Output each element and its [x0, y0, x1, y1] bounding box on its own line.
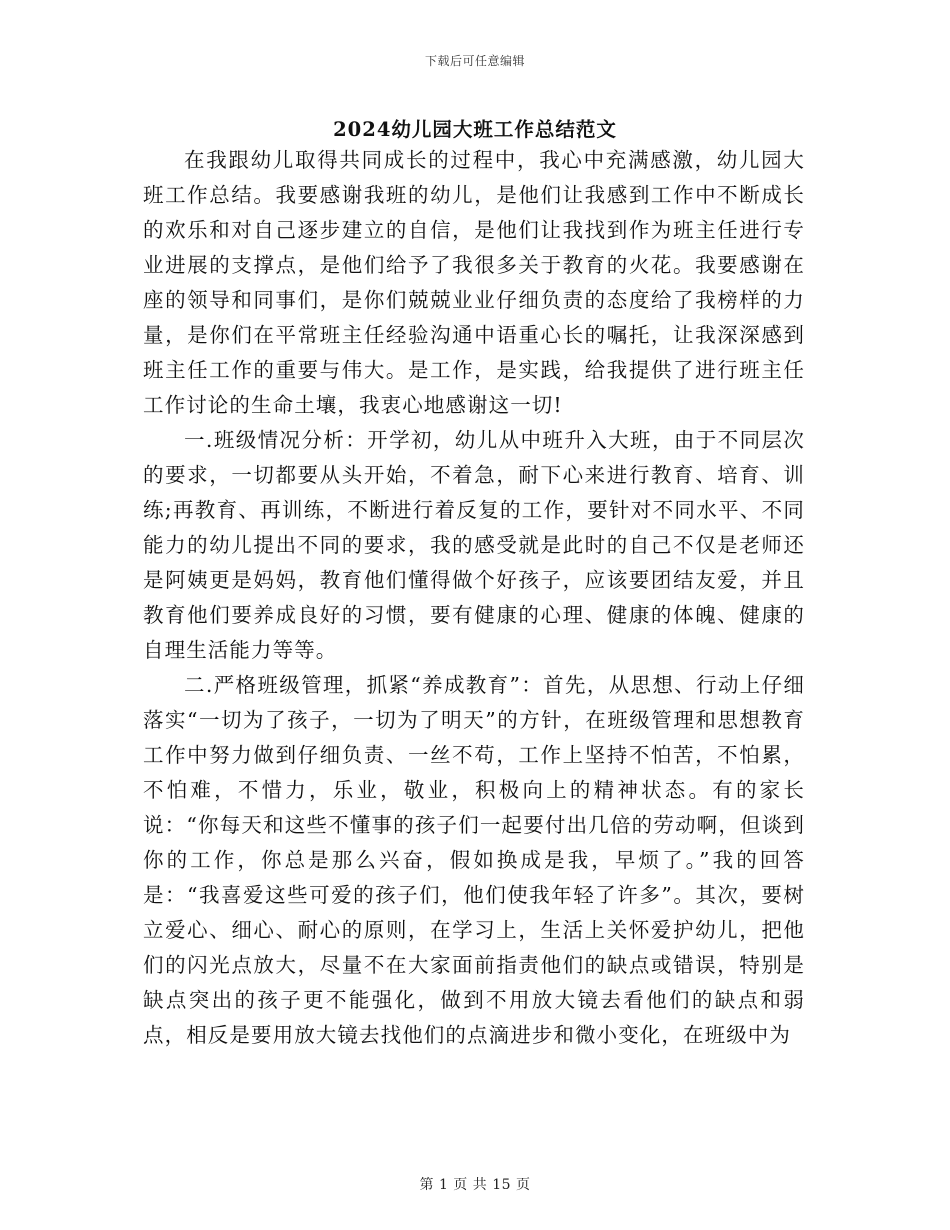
document-body — [143, 143, 805, 1053]
page-number-footer: 第 1 页 共 15 页 — [419, 1177, 531, 1193]
paragraph-class-management: 二.严格班级管理，抓紧“养成教育”：首先，从思想、行动上仔细落实“一切为了孩子，一切为了明天”的方针，在班级管理和思想教育工作中努力做到仔细负责、一丝不苟，工作上坚持不怕苦，不怕累，不怕难，不惜力，乐业，敬业，积极向上的精神状态。有的家长说：“你每天和这些不懂事的孩子们一起要付出几倍的劳动啊，但谈到你的工作，你总是那么兴奋，假如换成是我，早烦了。”我的回答是：“我喜爱这些可爱的孩子们，他们使我年轻了许多”。其次，要树立爱心、细心、耐心的原则，在学习上，生活上关怀爱护幼儿，把他们的闪光点放大，尽量不在大家面前指责他们的缺点或错误，特别是缺点突出的孩子更不能强化，做到不用放大镜去看他们的缺点和弱点，相反是要用放大镜去找他们的点滴进步和微小变化，在班级中为 — [143, 673, 805, 1047]
paragraph-class-analysis: 一.班级情况分析：开学初，幼儿从中班升入大班，由于不同层次的要求，一切都要从头开始，不着急，耐下心来进行教育、培育、训练;再教育、再训练，不断进行着反复的工作，要针对不同水平、不同能力的幼儿提出不同的要求，我的感受就是此时的自己不仅是老师还是阿姨更是妈妈，教育他们懂得做个好孩子，应该要团结友爱，并且教育他们要养成良好的习惯，要有健康的心理、健康的体魄、健康的自理生活能力等等。 — [143, 428, 805, 662]
header-note: 下载后可任意编辑 — [424, 54, 525, 68]
document-title: 2024幼儿园大班工作总结范文 — [333, 118, 617, 141]
paragraph-intro: 在我跟幼儿取得共同成长的过程中，我心中充满感激，幼儿园大班工作总结。我要感谢我班的幼儿，是他们让我感到工作中不断成长的欢乐和对自己逐步建立的自信，是他们让我找到作为班主任进行专业进展的支撑点，是他们给予了我很多关于教育的火花。我要感谢在座的领导和同事们，是你们兢兢业业仔细负责的态度给了我榜样的力量，是你们在平常班主任经验沟通中语重心长的嘱托，让我深深感到班主任工作的重要与伟大。是工作，是实践，给我提供了进行班主任工作讨论的生命土壤，我衷心地感谢这一切! — [143, 148, 805, 417]
